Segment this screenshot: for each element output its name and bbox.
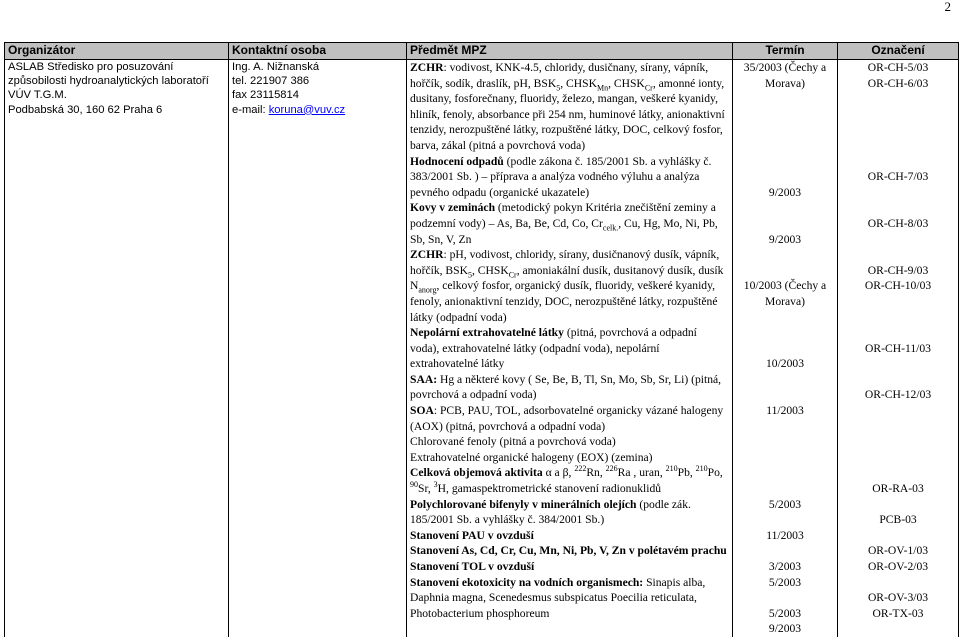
code-value: OR-OV-3/03 — [867, 591, 929, 605]
subject-item: Kovy v zeminách (metodický pokyn Kritéria znečištění zeminy a podzemní vody) – As, Ba, Be, Cd, Co, $Cr_{celk.}$, Cu, Hg, Mo, Ni, Pb, Sb, Sn, V, Zn — [410, 201, 718, 246]
code-value: OR-OV-1/03 — [867, 544, 929, 558]
organizer-line: způsobilosti hydroanalytických laboratoří — [8, 75, 209, 88]
term-value: 11/2003 — [766, 404, 804, 418]
code-value: PCB-03 — [879, 513, 917, 527]
subject-item: ZCHR: vodivost, KNK-4.5, chloridy, dusičnany, sírany, vápník, hořčík, sodík, draslík, pH, $BSK_5$, $CHSK_{Mn}$, $CHSK_{Cr}$, amonné ionty, dusitany, fosforečnany, fluoridy, železo, mangan, veškeré kyanidy, hliník, fenoly, absorbance při 254 nm, huminové látky, anionaktivní tenzidy, nerozpuštěné látky, rozpuštěné látky, DOC, celkový fosfor, barva, zákal (pitná a povrchová voda) — [410, 61, 725, 152]
code-cell — [838, 60, 959, 637]
code-value: OR-CH-12/03 — [864, 388, 932, 402]
header-organizator: Organizátor — [5, 43, 229, 60]
organizer-line: ASLAB Středisko pro posuzování — [8, 61, 174, 73]
code-value: OR-CH-5/03 — [867, 61, 929, 74]
subject-item: Stanovení PAU v ovzduší — [410, 528, 534, 542]
subject-item: Stanovení TOL v ovzduší — [410, 560, 535, 573]
subject-item-bold: Polychlorované bifenyly v minerálních olejích — [410, 497, 637, 511]
term-value: 35/2003 (Čechy a Morava) — [743, 61, 827, 90]
term-value: 10/2003 (Čechy a Morava) — [743, 279, 827, 308]
header-row — [5, 43, 959, 60]
code-value: OR-TX-03 — [872, 606, 924, 620]
organizer-cell — [5, 60, 229, 637]
subject-item-bold: SOA — [410, 404, 434, 418]
term-value: 5/2003 — [768, 497, 802, 511]
code-value: OR-CH-11/03 — [865, 341, 931, 355]
organizer-line: VÚV T.G.M. — [8, 89, 67, 102]
code-value: OR-CH-8/03 — [867, 216, 929, 230]
subject-item-bold: Celková objemová aktivita — [410, 466, 543, 480]
code-value: OR-RA-03 — [872, 482, 924, 496]
subject-item-text: Sinapis alba, Daphnia magna, Scenedesmus subspicatus Poecilia reticulata, Photobacterium phosphoreum — [410, 575, 706, 620]
contact-email-label: e-mail: — [232, 103, 269, 116]
contact-email-row — [232, 103, 403, 117]
code-value: OR-OV-2/03 — [867, 560, 929, 573]
code-value: OR-CH-7/03 — [867, 170, 929, 184]
mpz-table — [4, 42, 959, 637]
code-value: OR-CH-9/03 — [867, 263, 929, 277]
contact-tel: tel. 221907 386 — [232, 75, 310, 88]
subject-item — [410, 403, 729, 434]
contact-email-link[interactable]: koruna@vuv.cz — [268, 103, 346, 116]
subject-cell — [407, 60, 733, 637]
subject-item: Stanovení As, Cd, Cr, Cu, Mn, Ni, Pb, V, Zn v polétavém prachu — [410, 544, 727, 558]
subject-item — [410, 575, 729, 622]
code-value: OR-CH-6/03 — [867, 76, 929, 90]
subject-item-bold: Hodnocení odpadů — [410, 154, 504, 168]
code-value: OR-CH-10/03 — [864, 279, 932, 293]
subject-item: Chlorované fenoly (pitná a povrchová voda) — [410, 435, 616, 449]
term-value: 9/2003 — [768, 232, 802, 246]
header-kontakt: Kontaktní osoba — [229, 43, 407, 60]
subject-item-bold: Kovy v zeminách — [410, 201, 496, 215]
term-value: 11/2003 — [766, 528, 804, 542]
term-value: 10/2003 — [765, 357, 804, 371]
subject-item — [410, 154, 729, 201]
term-value: 5/2003 — [768, 606, 802, 620]
subject-item — [410, 325, 729, 372]
subject-item — [410, 497, 729, 528]
subject-item-text: : PCB, PAU, TOL, adsorbovatelné organicky vázané halogeny (AOX) (pitná, povrchová a odpadní voda) — [410, 404, 724, 433]
subject-item — [410, 372, 729, 403]
subject-item-bold: Stanovení ekotoxicity na vodních organismech: — [410, 575, 644, 589]
subject-item-bold: ZCHR — [410, 248, 444, 262]
term-value: 5/2003 — [768, 575, 802, 589]
subject-item: Extrahovatelné organické halogeny (EOX) (zemina) — [410, 450, 653, 464]
header-predmet: Předmět MPZ — [407, 43, 733, 60]
subject-item-text: (pitná, povrchová a odpadní voda), extrahovatelné látky (odpadní voda), nepolární extrahovatelné látky — [410, 326, 697, 371]
subject-item: Celková objemová aktivita α a β, $^{222}$Rn, $^{226}$Ra , uran, $^{210}$Pb, $^{210}$Po, $^{90}$Sr, $^3$H, gamaspektrometrické stanovení radionuklidů — [410, 464, 723, 496]
subject-item: ZCHR: pH, vodivost, chloridy, sírany, dusičnanový dusík, vápník, hořčík, $BSK_5$, $CHSK_{Cr}$, amoniakální dusík, dusitanový dusík, dusík $N_{anorg}$, celkový fosfor, organický dusík, fluoridy, veškeré kyanidy, fenoly, anionaktivní tenzidy, DOC, nerozpuštěné látky, rozpuštěné látky (odpadní voda) — [410, 248, 724, 324]
contact-name: Ing. A. Nižnanská — [232, 61, 320, 73]
term-value: 9/2003 — [768, 622, 802, 636]
subject-item-text: (podle zákona č. 185/2001 Sb. a vyhlášky č. 383/2001 Sb. ) – příprava a analýza vodného výluhu a analýza pevného odpadu (organické ukazatele) — [410, 154, 712, 199]
term-value: 9/2003 — [768, 185, 802, 199]
page-number: 2 — [944, 0, 951, 14]
subject-item-text: Hg a některé kovy ( Se, Be, B, Tl, Sn, Mo, Sb, Sr, Li) (pitná, povrchová a odpadní voda) — [410, 372, 722, 402]
table-row — [5, 60, 959, 637]
term-value: 3/2003 — [768, 560, 802, 573]
subject-item-bold: Nepolární extrahovatelné látky — [410, 326, 564, 340]
term-cell — [733, 60, 838, 637]
subject-item-bold: SAA: — [410, 372, 438, 386]
contact-fax: fax 23115814 — [232, 89, 299, 102]
header-termin: Termín — [733, 43, 838, 60]
header-oznaceni: Označení — [838, 43, 959, 60]
subject-item-text: (podle zák. 185/2001 Sb. a vyhlášky č. 384/2001 Sb.) — [410, 497, 691, 527]
organizer-address: Podbabská 30, 160 62 Praha 6 — [8, 103, 163, 116]
contact-cell — [229, 60, 407, 637]
subject-item-bold: ZCHR — [410, 61, 444, 74]
